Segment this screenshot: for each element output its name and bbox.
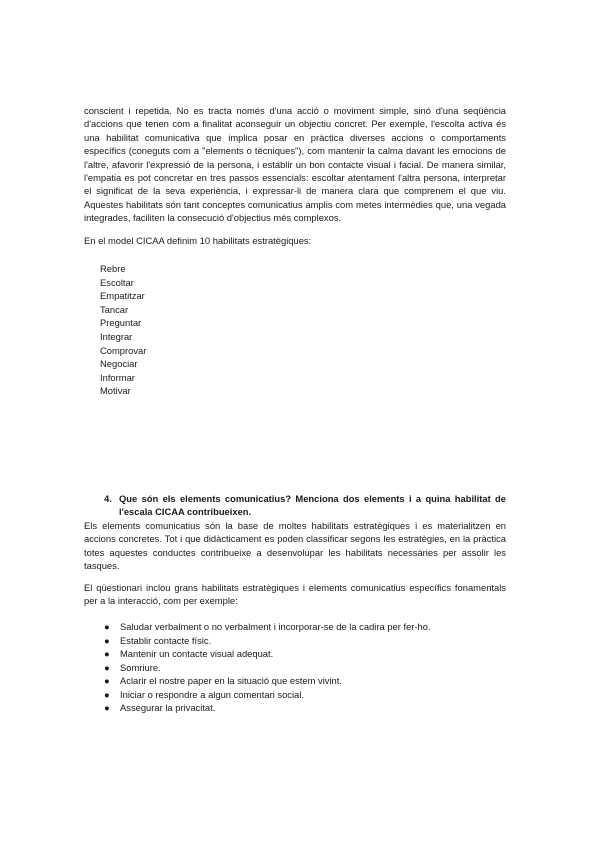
model-intro-text: En el model CICAA definim 10 habilitats estratègiques: [84,235,312,246]
list-item: Rebre [100,263,126,274]
list-item-text: Somriure. [120,661,161,673]
question-text: Que són els elements comunicatius? Menciona dos elements i a quina habilitat de l'escala CICAA contribueixen. [119,493,506,517]
list-item-text: Mantenir un contacte visual adequat. [120,648,274,659]
list-item: Integrar [100,330,133,342]
question-heading [104,493,506,518]
list-item: Preguntar [100,317,142,329]
bullet-icon: ● [104,621,110,632]
bullet-icon: ● [104,688,110,700]
list-item: Tancar [100,303,129,315]
bullet-icon: ● [104,648,110,659]
intro-paragraph: conscient i repetida. No es tracta només d'una acció o moviment simple, sinó d'una seqüència d'accions que tenen com a finalitat aconseguir un objectiu concret. Per exemple, l'escolta activa és una habilitat comunicativa que implica posar en pràctica diverses accions o comportaments específics (coneguts com a "elements o tècniques"), com mantenir la calma davant les emocions de l'altre, afavorir l'expressió de la persona, i establir un bon contacte visual i facial. De manera similar, l'empatia es pot concretar en tres passos essencials: escoltar atentament l'altra persona, interpretar el significat de la seva experiència, i expressar-li de manera clara que comprenem el que viu. Aquestes habilitats són tant conceptes comunicatius amplis com metes intermèdies que, una vegada integrades, faciliten la consecució d'objectius més complexos. [84,105,506,224]
list-item-text: Establir contacte físic. [120,634,212,646]
list-item-text: Aclarir el nostre paper en la situació que estem vivint. [120,675,342,686]
list-item [104,688,431,702]
list-item-text: Saludar verbalment o no verbalment i incorporar-se de la cadira per fer-ho. [120,621,431,632]
list-item: Motivar [100,385,131,397]
list-item [104,661,431,675]
questionari-paragraph: El qüestionari inclou grans habilitats estratègiques i elements comunicatius específics fonamentals per a la interacció, com per exemple: [84,582,506,607]
list-item [104,620,431,634]
list-item [104,634,431,648]
list-item: Comprovar [100,344,147,356]
list-item-text: Iniciar o respondre a algun comentari social. [120,688,304,700]
elements-paragraph: Els elements comunicatius són la base de moltes habilitats estratègiques i es materialitzen en accions concretes. Tot i que didàcticament es poden classificar segons les estratègies, en la pràctica totes aquestes conductes contribueixe a desenvolupar les habilitats necessàries per assolir les tasques. [84,520,506,572]
examples-list [104,620,431,715]
list-item: Negociar [100,358,138,370]
list-item [104,674,431,688]
list-item [104,647,431,661]
bullet-icon: ● [104,661,110,673]
bullet-icon: ● [104,675,110,686]
bullet-icon: ● [104,702,110,713]
list-item: Informar [100,371,135,383]
list-item: Escoltar [100,276,134,288]
list-item [104,701,431,715]
bullet-icon: ● [104,634,110,646]
list-item-text: Assegurar la privacitat. [120,702,216,713]
list-item: Empatitzar [100,290,145,302]
habilitats-list [100,262,146,398]
question-number: 4. [104,493,112,504]
